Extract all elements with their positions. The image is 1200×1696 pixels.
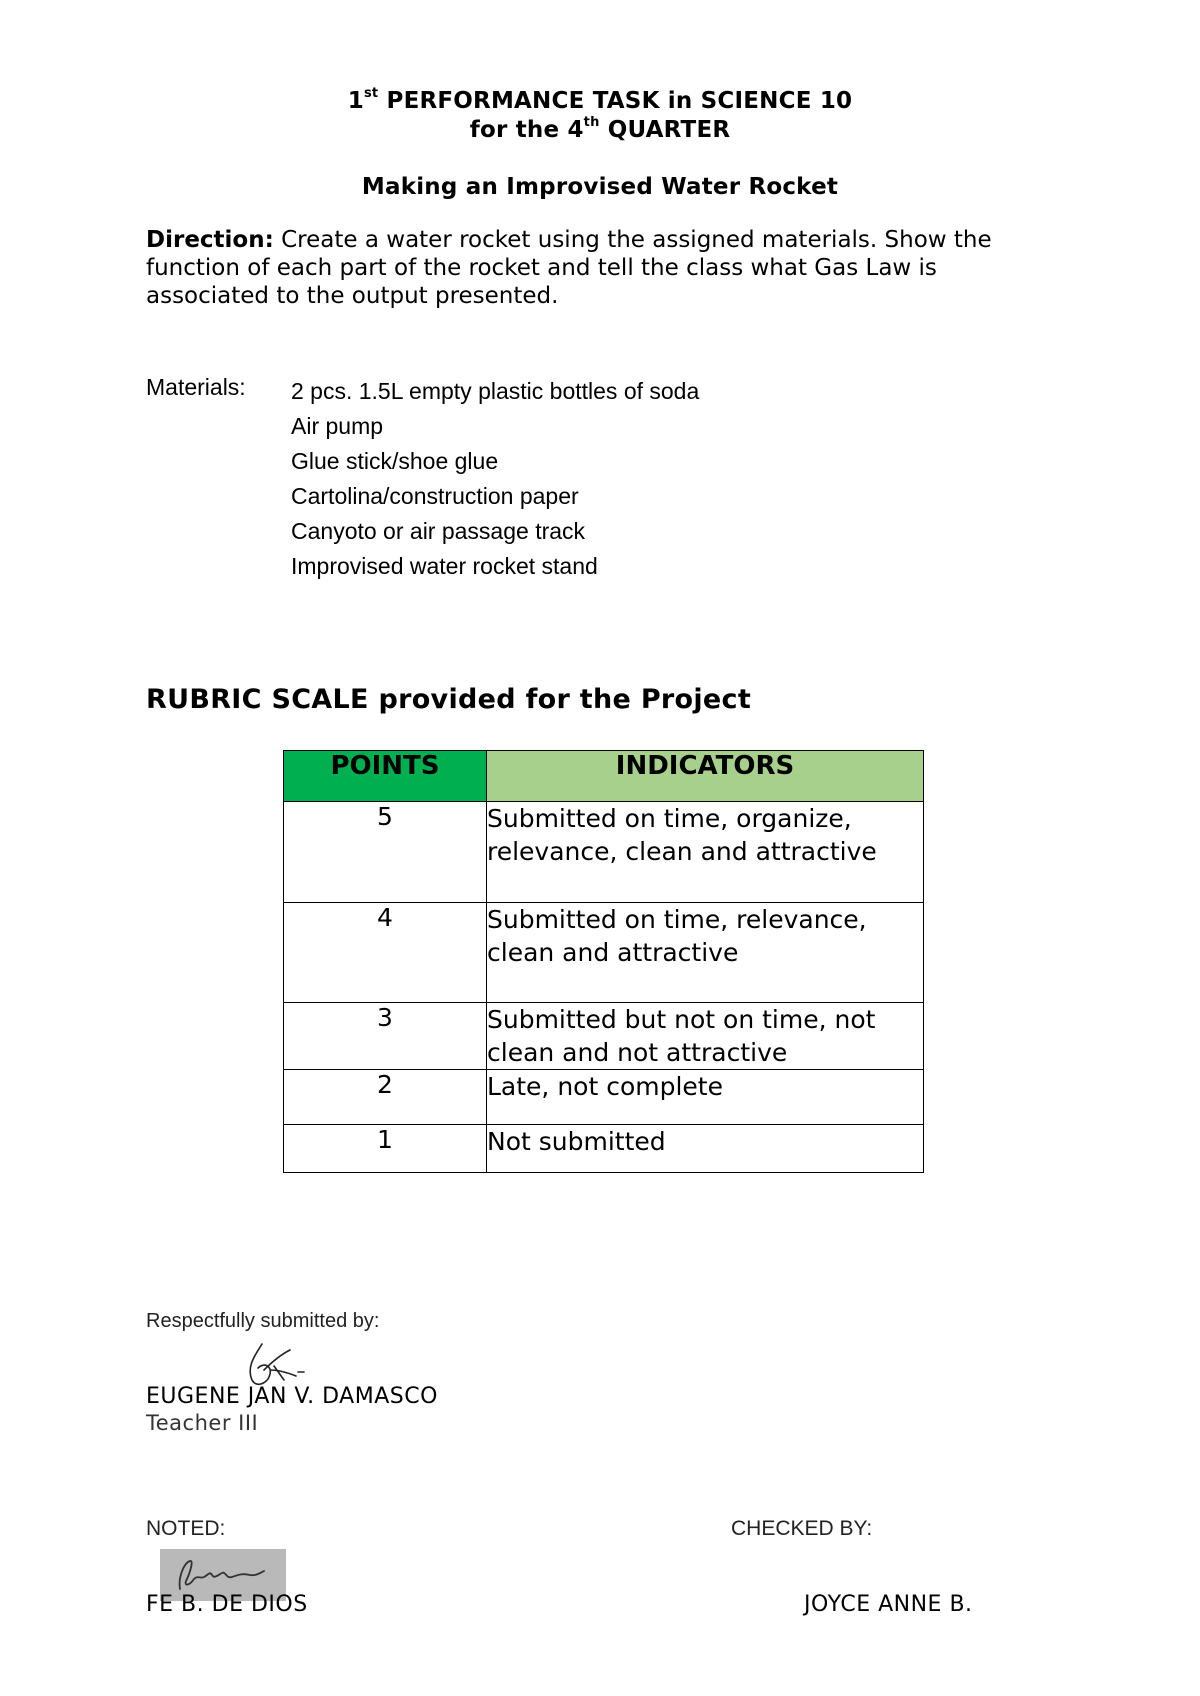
checked-by-label: CHECKED BY: xyxy=(731,1517,873,1540)
indicators-header: INDICATORS xyxy=(487,751,924,802)
noted-name: FE B. DE DIOS xyxy=(146,1592,308,1617)
points-cell: 4 xyxy=(284,903,487,1003)
points-cell: 5 xyxy=(284,802,487,903)
task-heading-line2 xyxy=(0,117,1200,143)
material-item: Improvised water rocket stand xyxy=(291,553,598,579)
heading-subject: PERFORMANCE TASK in SCIENCE 10 xyxy=(378,88,853,114)
material-item: Canyoto or air passage track xyxy=(291,518,586,544)
submitter-name: EUGENE JAN V. DAMASCO xyxy=(146,1384,438,1409)
direction-text: Create a water rocket using the assigned materials. Show the function of each part of the rocket and tell the class what Gas Law is associated to the output presented. xyxy=(146,227,992,309)
indicator-cell: Submitted but not on time, not clean and not attractive xyxy=(487,1003,924,1070)
noted-label: NOTED: xyxy=(146,1517,226,1540)
points-cell: 1 xyxy=(284,1125,487,1173)
submitted-by-label: Respectfully submitted by: xyxy=(146,1310,380,1332)
rubric-header-row xyxy=(284,751,924,802)
heading-ordinal-suffix: st xyxy=(363,86,379,101)
indicator-cell: Not submitted xyxy=(487,1125,924,1173)
material-item: Glue stick/shoe glue xyxy=(291,448,499,474)
materials-list xyxy=(291,374,699,584)
checked-name: JOYCE ANNE B. xyxy=(804,1592,973,1617)
task-heading-line1 xyxy=(0,88,1200,114)
heading-ordinal: 1 xyxy=(347,88,364,114)
quarter-suffix: th xyxy=(583,115,600,130)
points-header: POINTS xyxy=(284,751,487,802)
quarter-prefix: for the 4 xyxy=(469,117,584,143)
material-item: Air pump xyxy=(291,413,384,439)
rubric-table xyxy=(283,750,924,1173)
quarter-label: QUARTER xyxy=(599,117,731,143)
indicator-cell: Late, not complete xyxy=(487,1070,924,1125)
submitter-role: Teacher III xyxy=(146,1411,259,1435)
material-item: 2 pcs. 1.5L empty plastic bottles of soda xyxy=(291,378,700,404)
rubric-title: RUBRIC SCALE provided for the Project xyxy=(146,684,752,715)
materials-label: Materials: xyxy=(146,374,246,400)
points-cell: 3 xyxy=(284,1003,487,1070)
material-item: Cartolina/construction paper xyxy=(291,483,579,509)
points-cell: 2 xyxy=(284,1070,487,1125)
indicator-cell: Submitted on time, relevance, clean and attractive xyxy=(487,903,924,1003)
table-row xyxy=(284,802,924,903)
table-row xyxy=(284,903,924,1003)
direction-paragraph xyxy=(146,226,1066,310)
table-row xyxy=(284,1070,924,1125)
table-row xyxy=(284,1003,924,1070)
table-row xyxy=(284,1125,924,1173)
direction-label: Direction: xyxy=(146,227,274,253)
indicator-cell: Submitted on time, organize, relevance, clean and attractive xyxy=(487,802,924,903)
project-title: Making an Improvised Water Rocket xyxy=(361,174,839,200)
